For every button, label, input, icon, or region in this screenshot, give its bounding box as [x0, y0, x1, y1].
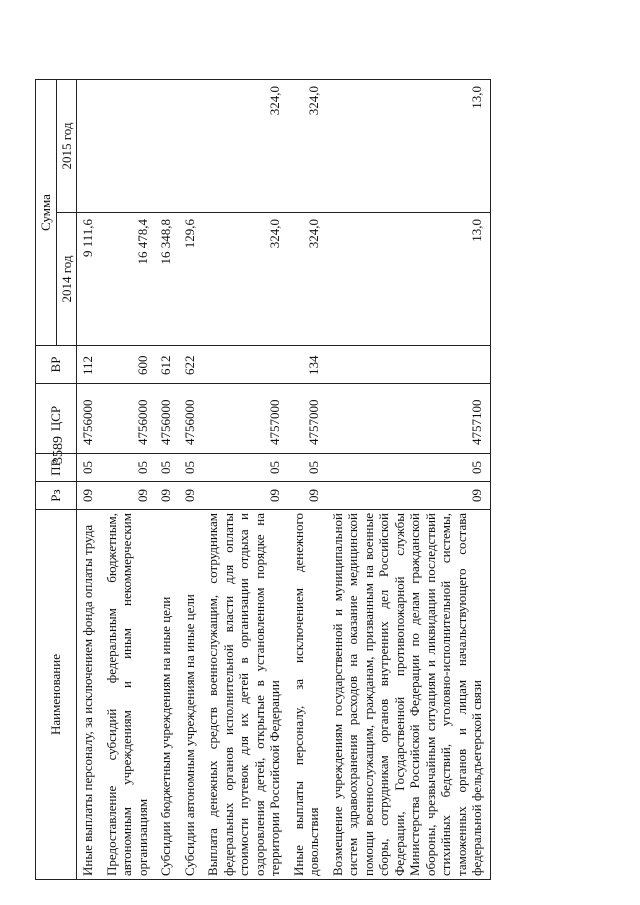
row-csr: 4756000 [77, 384, 101, 454]
row-2015 [155, 80, 179, 213]
row-pr: 05 [155, 454, 179, 482]
row-2014: 16 348,8 [155, 213, 179, 346]
budget-table [35, 79, 491, 880]
row-csr: 4757000 [202, 384, 288, 454]
row-rz: 09 [77, 482, 101, 510]
row-2015 [77, 80, 101, 213]
page-number: 3589 [51, 436, 66, 464]
row-rz: 09 [202, 482, 288, 510]
header-vr: ВР [36, 346, 77, 384]
row-rz: 09 [288, 482, 327, 510]
table-row [179, 80, 203, 880]
row-csr: 4757100 [327, 384, 491, 454]
row-name: Возмещение учреждениям государственной и муниципальной систем здравоохранения расходов на оказание медицинской помощи военнослужащим, гражданам, призванным на военные сборы, сотрудникам органов внутренних дел Российской Федерации, Государственной противопожарной службы Министерства Российской Федерации по делам гражданской обороны, чрезвычайным ситуациям и ликвидации последствий стихийных бедствий, уголовно-исполнительной системы, таможенных органов и лицам начальствующего состава федеральной фельдъегерской связи [327, 510, 491, 880]
row-csr: 4756000 [155, 384, 179, 454]
row-pr: 05 [202, 454, 288, 482]
rotated-page [35, 80, 549, 880]
row-2014: 324,0 [288, 213, 327, 346]
row-2015 [179, 80, 203, 213]
header-pr: ПР [36, 454, 77, 482]
row-2015: 324,0 [202, 80, 288, 213]
table-row [101, 80, 156, 880]
row-vr [327, 346, 491, 384]
row-name: Иные выплаты персоналу, за исключением денежного довольствия [288, 510, 327, 880]
table-row [327, 80, 491, 880]
row-vr [202, 346, 288, 384]
row-pr: 05 [288, 454, 327, 482]
table-row [202, 80, 288, 880]
row-csr: 4757000 [288, 384, 327, 454]
row-2014: 13,0 [327, 213, 491, 346]
row-csr: 4756000 [101, 384, 156, 454]
row-2014: 129,6 [179, 213, 203, 346]
table-row [77, 80, 101, 880]
row-2014: 9 111,6 [77, 213, 101, 346]
row-2014: 324,0 [202, 213, 288, 346]
row-vr: 134 [288, 346, 327, 384]
row-name: Иные выплаты персоналу, за исключением фонда оплаты труда [77, 510, 101, 880]
row-pr: 05 [179, 454, 203, 482]
row-rz: 09 [179, 482, 203, 510]
table-row [155, 80, 179, 880]
header-rz: Рз [36, 482, 77, 510]
row-name: Выплата денежных средств военнослужащим, сотрудникам федеральных органов исполнительной власти для оплаты стоимости путевок для их детей в организации отдыха и оздоровления детей, открытые в установленном порядке на территории Российской Федерации [202, 510, 288, 880]
row-2015: 13,0 [327, 80, 491, 213]
row-vr: 622 [179, 346, 203, 384]
row-rz: 09 [327, 482, 491, 510]
row-pr: 05 [327, 454, 491, 482]
row-pr: 05 [77, 454, 101, 482]
row-rz: 09 [101, 482, 156, 510]
row-2015 [101, 80, 156, 213]
row-vr: 112 [77, 346, 101, 384]
row-2015: 324,0 [288, 80, 327, 213]
row-2014: 16 478,4 [101, 213, 156, 346]
row-name: Субсидии автономным учреждениям на иные цели [179, 510, 203, 880]
row-vr: 612 [155, 346, 179, 384]
row-name: Предоставление субсидий федеральным бюджетным, автономным учреждениям и иным некоммерческим организациям [101, 510, 156, 880]
header-2014: 2014 год [56, 213, 77, 346]
header-sum: Сумма [36, 80, 57, 346]
header-csr: ЦСР [36, 384, 77, 454]
row-name: Субсидии бюджетным учреждениям на иные цели [155, 510, 179, 880]
row-rz: 09 [155, 482, 179, 510]
header-name: Наименование [36, 510, 77, 880]
row-vr: 600 [101, 346, 156, 384]
row-csr: 4756000 [179, 384, 203, 454]
table-row [288, 80, 327, 880]
header-2015: 2015 год [56, 80, 77, 213]
row-pr: 05 [101, 454, 156, 482]
